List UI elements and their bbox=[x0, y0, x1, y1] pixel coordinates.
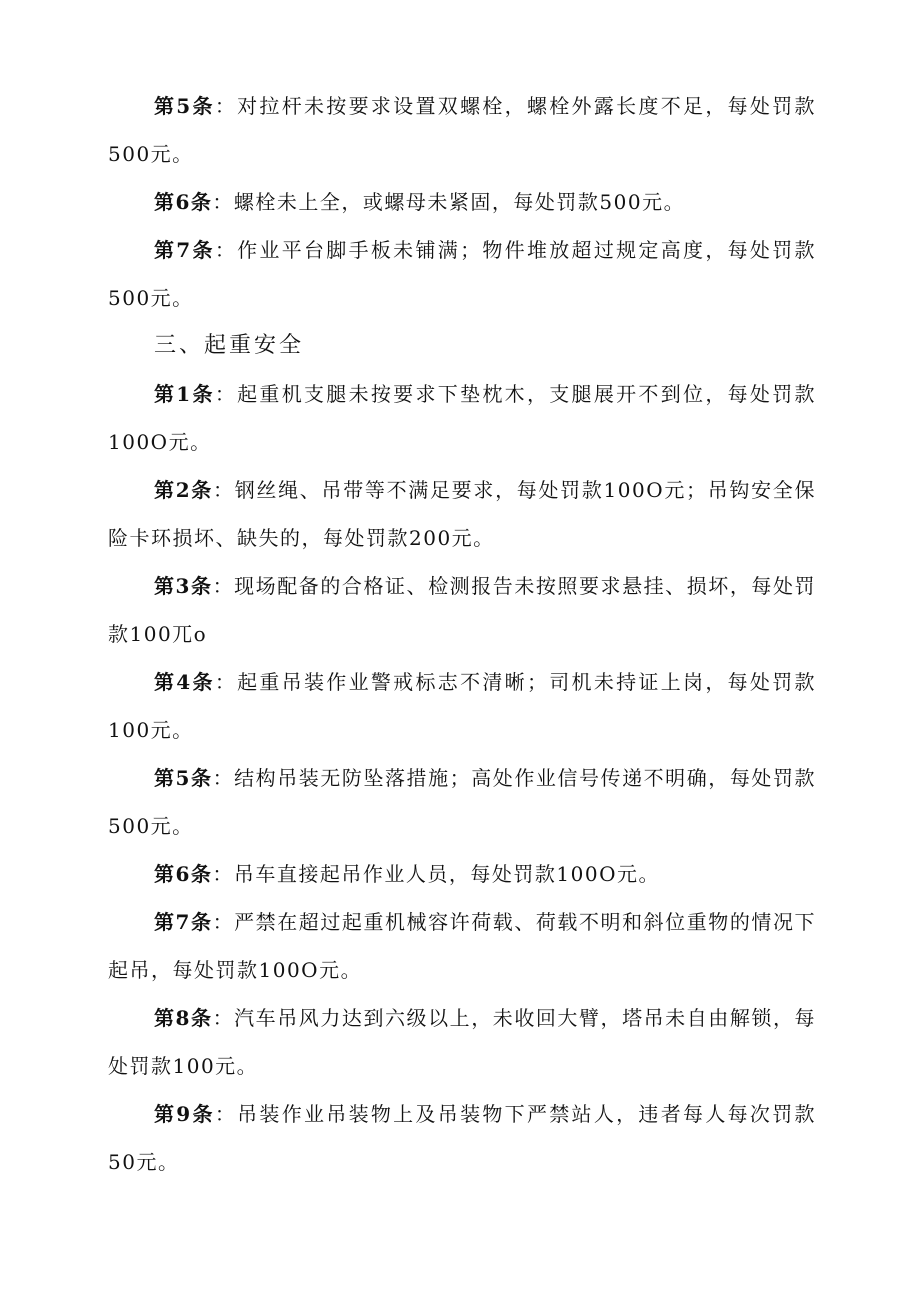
clause-text: ：螺栓未上全，或螺母未紧固，每处罚款500元。 bbox=[212, 190, 686, 214]
clause-paragraph bbox=[108, 226, 816, 322]
clause-number: 第7条 bbox=[154, 238, 215, 262]
clause-paragraph bbox=[108, 82, 816, 178]
clause-text: ：现场配备的合格证、检测报告未按照要求悬挂、损坏，每处罚款100兀o bbox=[108, 574, 816, 646]
clause-number: 第7条 bbox=[154, 910, 213, 934]
clause-paragraph bbox=[108, 466, 816, 562]
clause-number: 第2条 bbox=[154, 478, 214, 502]
clause-paragraph bbox=[108, 562, 816, 658]
clause-paragraph bbox=[108, 370, 816, 466]
clause-paragraph bbox=[108, 898, 816, 994]
clause-text: ：严禁在超过起重机械容许荷载、荷载不明和斜位重物的情况下起吊，每处罚款100O元。 bbox=[108, 910, 816, 982]
clause-number: 第6条 bbox=[154, 862, 213, 886]
clause-number: 第9条 bbox=[154, 1102, 215, 1126]
clause-number: 第5条 bbox=[154, 766, 213, 790]
clause-number: 第4条 bbox=[154, 670, 215, 694]
clause-text: ：作业平台脚手板未铺满；物件堆放超过规定高度，每处罚款500元。 bbox=[108, 238, 817, 310]
clause-text: ：起重吊装作业警戒标志不清晰；司机未持证上岗，每处罚款100元。 bbox=[108, 670, 817, 742]
clause-text: ：钢丝绳、吊带等不满足要求，每处罚款100O元；吊钩安全保险卡环损坏、缺失的，每处罚款200元。 bbox=[108, 478, 816, 550]
clause-number: 第6条 bbox=[154, 190, 213, 214]
clause-paragraph bbox=[108, 1090, 816, 1186]
clause-number: 第3条 bbox=[154, 574, 213, 598]
clause-paragraph bbox=[108, 754, 816, 850]
clause-text: ：汽车吊风力达到六级以上，未收回大臂，塔吊未自由解锁，每处罚款100元。 bbox=[108, 1006, 816, 1078]
clause-number: 第1条 bbox=[154, 382, 215, 406]
section-heading: 三、起重安全 bbox=[154, 333, 305, 358]
clause-paragraph bbox=[108, 850, 816, 898]
clause-text: ：吊装作业吊装物上及吊装物下严禁站人，违者每人每次罚款50元。 bbox=[108, 1102, 817, 1174]
clause-text: ：起重机支腿未按要求下垫枕木，支腿展开不到位，每处罚款100O元。 bbox=[108, 382, 817, 454]
clause-paragraph bbox=[108, 178, 816, 226]
clause-text: ：吊车直接起吊作业人员，每处罚款100O元。 bbox=[212, 862, 660, 886]
document-page bbox=[108, 82, 816, 1186]
clause-text: ：结构吊装无防坠落措施；高处作业信号传递不明确，每处罚款500元。 bbox=[108, 766, 816, 838]
clause-paragraph bbox=[108, 658, 816, 754]
clause-number: 第5条 bbox=[154, 94, 215, 118]
clause-paragraph bbox=[108, 994, 816, 1090]
clause-number: 第8条 bbox=[154, 1006, 213, 1030]
clause-text: ：对拉杆未按要求设置双螺栓，螺栓外露长度不足，每处罚款500元。 bbox=[108, 94, 817, 166]
